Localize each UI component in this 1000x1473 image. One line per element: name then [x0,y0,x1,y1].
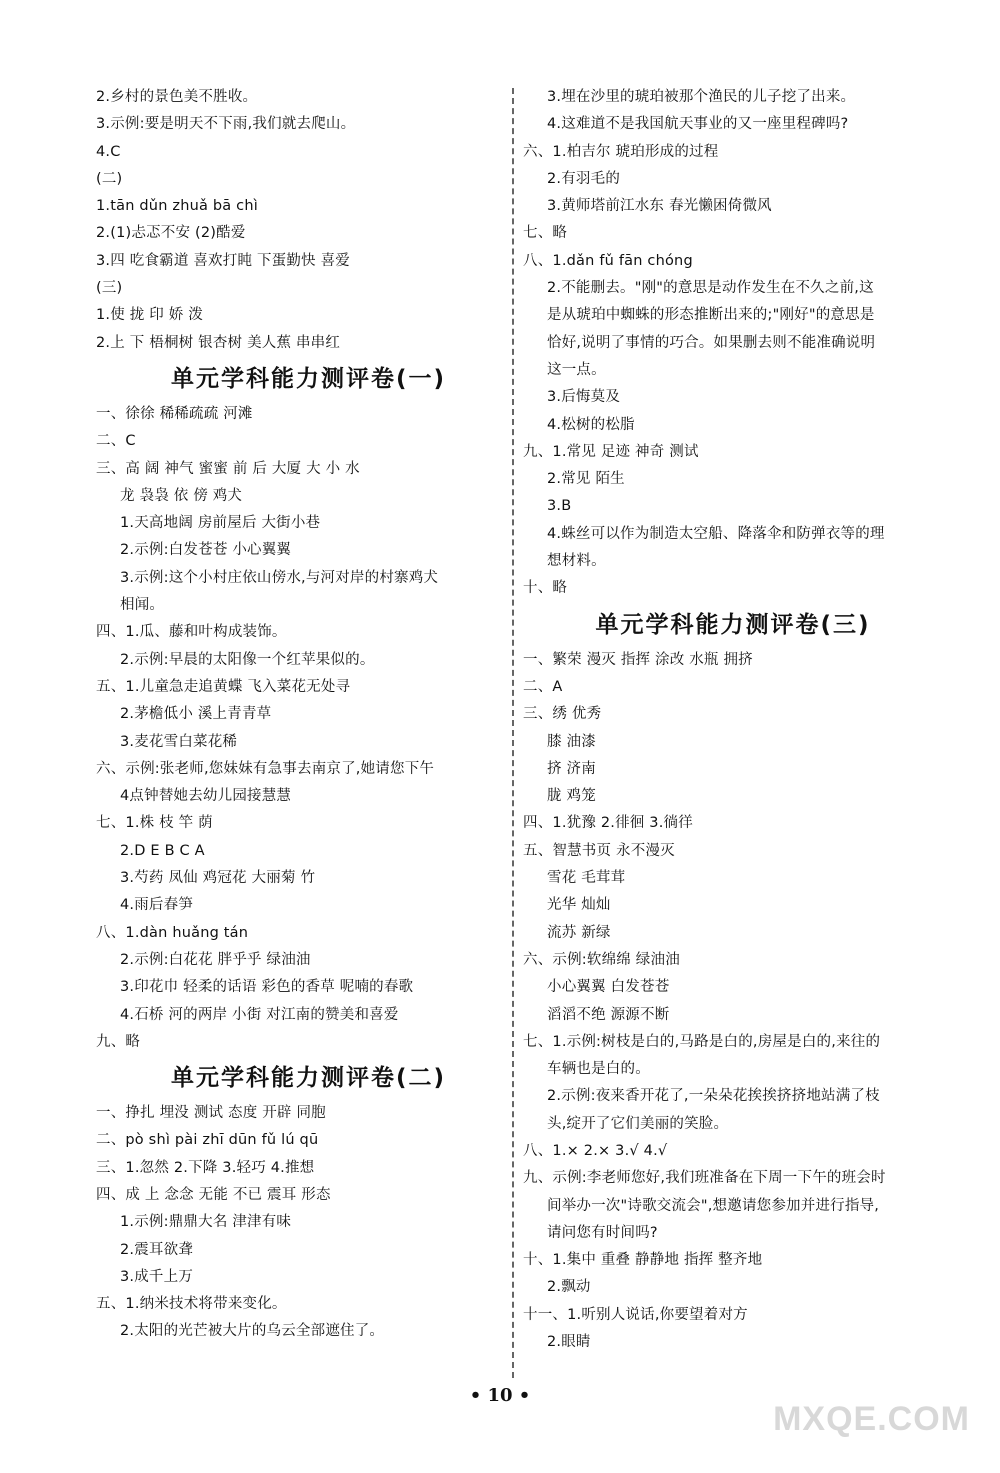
answer-line: 二、C [96,433,136,450]
answer-line: 1.使 拢 印 娇 泼 [96,307,203,324]
answer-line: 2.示例:白花花 胖乎乎 绿油油 [120,951,311,968]
answer-line: 一、挣扎 埋没 测试 态度 开辟 同胞 [96,1105,326,1122]
answer-line: 3.芍药 凤仙 鸡冠花 大丽菊 竹 [120,870,316,887]
answer-line: 一、繁荣 漫灭 指挥 涂改 水瓶 拥挤 [523,651,753,668]
answer-line: 车辆也是白的。 [547,1061,650,1078]
answer-line: 2.太阳的光芒被大片的乌云全部遮住了。 [120,1323,385,1340]
answer-line: 2.飘动 [547,1279,591,1296]
answer-line: 2.D E B C A [120,842,205,859]
answer-line: 雪花 毛茸茸 [547,870,626,887]
answer-line: 2.示例:白发苍苍 小心翼翼 [120,542,292,559]
answer-line: 是从琥珀中蜘蛛的形态推断出来的;"刚好"的意思是 [547,307,875,324]
section-title: 单元学科能力测评卷(一) [170,365,447,392]
answer-line: 想材料。 [547,553,606,570]
answer-line: 3.四 吃食霸道 喜欢打盹 下蛋勤快 喜爱 [96,252,350,269]
watermark-logo: MXQE.COM [773,1400,970,1438]
answer-line: 小心翼翼 白发苍苍 [547,979,670,996]
answer-line: 请问您有时间吗? [547,1224,658,1241]
answer-line: 3.后悔莫及 [547,389,621,406]
answer-line: 九、1.常见 足迹 神奇 测试 [523,443,699,460]
answer-line: 五、1.纳米技术将带来变化。 [96,1296,287,1313]
answer-line: 4.C [96,143,121,160]
answer-line: 六、1.柏吉尔 琥珀形成的过程 [523,143,719,160]
answer-line: 3.印花巾 轻柔的话语 彩色的香草 呢喃的春歌 [120,979,414,996]
answer-line: 2.示例:早晨的太阳像一个红苹果似的。 [120,651,375,668]
answer-line: 2.震耳欲聋 [120,1241,194,1258]
answer-line: 2.茅檐低小 溪上青青草 [120,706,272,723]
answer-line: 胧 鸡笼 [547,788,596,805]
answer-line: 这一点。 [547,361,606,378]
answer-line: 恰好,说明了事情的巧合。如果删去则不能准确说明 [547,334,876,351]
answer-line: 七、1.株 枝 竿 荫 [96,815,213,832]
answer-line: 三、高 阔 神气 蜜蜜 前 后 大厦 大 小 水 [96,460,360,477]
answer-line: 相闻。 [120,597,165,614]
answer-line: 七、1.示例:树枝是白的,马路是白的,房屋是白的,来往的 [523,1033,881,1050]
section-title: 单元学科能力测评卷(三) [595,611,871,638]
answer-line: 2.不能删去。"刚"的意思是动作发生在不久之前,这 [547,280,874,297]
answer-line: 七、略 [523,225,568,242]
answer-line: 四、1.犹豫 2.徘徊 3.徜徉 [523,815,693,832]
answer-line: 4点钟替她去幼儿园接慧慧 [120,788,292,805]
answer-line: 二、pò shì pài zhī dūn fǔ lú qū [96,1132,319,1149]
answer-line: 3.示例:要是明天不下雨,我们就去爬山。 [96,116,356,133]
left-column [96,84,501,1346]
answer-line: 二、A [523,678,563,695]
answer-line: 十一、1.听别人说话,你要望着对方 [523,1306,748,1323]
page-number: • 10 • [469,1385,531,1406]
answer-line: 一、徐徐 稀稀疏疏 河滩 [96,405,253,422]
answer-line: 九、示例:李老师您好,我们班准备在下周一下午的班会时 [523,1170,886,1187]
answer-line: 3.黄师塔前江水东 春光懒困倚微风 [547,198,772,215]
answer-line: 1.tān dǔn zhuǎ bā chì [96,198,258,215]
answer-line: (二) [96,170,123,187]
answer-line: 4.这难道不是我国航天事业的又一座里程碑吗? [547,116,849,133]
answer-line: 3.麦花雪白菜花稀 [120,733,238,750]
answer-line: 五、智慧书页 永不漫灭 [523,842,675,859]
answer-line: 六、示例:软绵绵 绿油油 [523,951,680,968]
answer-line: 四、成 上 念念 无能 不已 震耳 形态 [96,1186,331,1203]
answer-line: 2.有羽毛的 [547,170,621,187]
answer-line: 1.天高地阔 房前屋后 大街小巷 [120,515,321,532]
answer-line: 2.眼睛 [547,1334,591,1351]
answer-line: 4.松树的松脂 [547,416,635,433]
answer-line: 九、略 [96,1033,141,1050]
answer-line: 膝 油漆 [547,733,596,750]
answer-line: 六、示例:张老师,您妹妹有急事去南京了,她请您下午 [96,760,435,777]
answer-line: 2.乡村的景色美不胜收。 [96,89,258,105]
answer-line: 三、1.忽然 2.下降 3.轻巧 4.推想 [96,1159,315,1176]
answer-line: 流苏 新绿 [547,924,611,941]
answer-line: 八、1.dǎn fǔ fān chóng [523,252,693,269]
answer-line: 滔滔不绝 源源不断 [547,1006,670,1023]
answer-line: 2.(1)忐忑不安 (2)酷爱 [96,225,246,242]
answer-line: 3.成千上万 [120,1268,194,1285]
right-column [523,84,943,1356]
answer-line: 4.蛛丝可以作为制造太空船、降落伞和防弹衣等的理 [547,525,885,542]
answer-line: 四、1.瓜、藤和叶构成装饰。 [96,624,287,641]
answer-line: 三、绣 优秀 [523,706,602,723]
answer-line: 1.示例:鼎鼎大名 津津有味 [120,1214,292,1231]
answer-line: 2.常见 陌生 [547,471,625,488]
column-divider [512,88,514,1378]
section-title: 单元学科能力测评卷(二) [170,1065,447,1092]
answer-line: 八、1.dàn huǎng tán [96,924,249,941]
answer-line: 3.示例:这个小村庄依山傍水,与河对岸的村寨鸡犬 [120,569,439,586]
answer-line: 4.石桥 河的两岸 小街 对江南的赞美和喜爱 [120,1006,399,1023]
answer-line: 八、1.× 2.× 3.√ 4.√ [523,1142,668,1159]
answer-line: 光华 灿灿 [547,897,611,914]
answer-line: 3.埋在沙里的琥珀被那个渔民的儿子挖了出来。 [547,89,856,105]
answer-line: 十、略 [523,580,568,597]
answer-line: 头,绽开了它们美丽的笑脸。 [547,1115,729,1132]
answer-line: (三) [96,280,123,297]
answer-line: 3.B [547,498,572,515]
answer-line: 挤 济南 [547,760,596,777]
answer-line: 2.上 下 梧桐树 银杏树 美人蕉 串串红 [96,334,341,351]
answer-line: 五、1.儿童急走追黄蝶 飞入菜花无处寻 [96,678,351,695]
answer-line: 4.雨后春笋 [120,897,194,914]
answer-line: 间举办一次"诗歌交流会",想邀请您参加并进行指导, [547,1197,880,1214]
answer-line: 十、1.集中 重叠 静静地 指挥 整齐地 [523,1252,763,1269]
answer-line: 龙 袅袅 依 傍 鸡犬 [120,487,243,504]
answer-line: 2.示例:夜来香开花了,一朵朵花挨挨挤挤地站满了枝 [547,1088,880,1105]
